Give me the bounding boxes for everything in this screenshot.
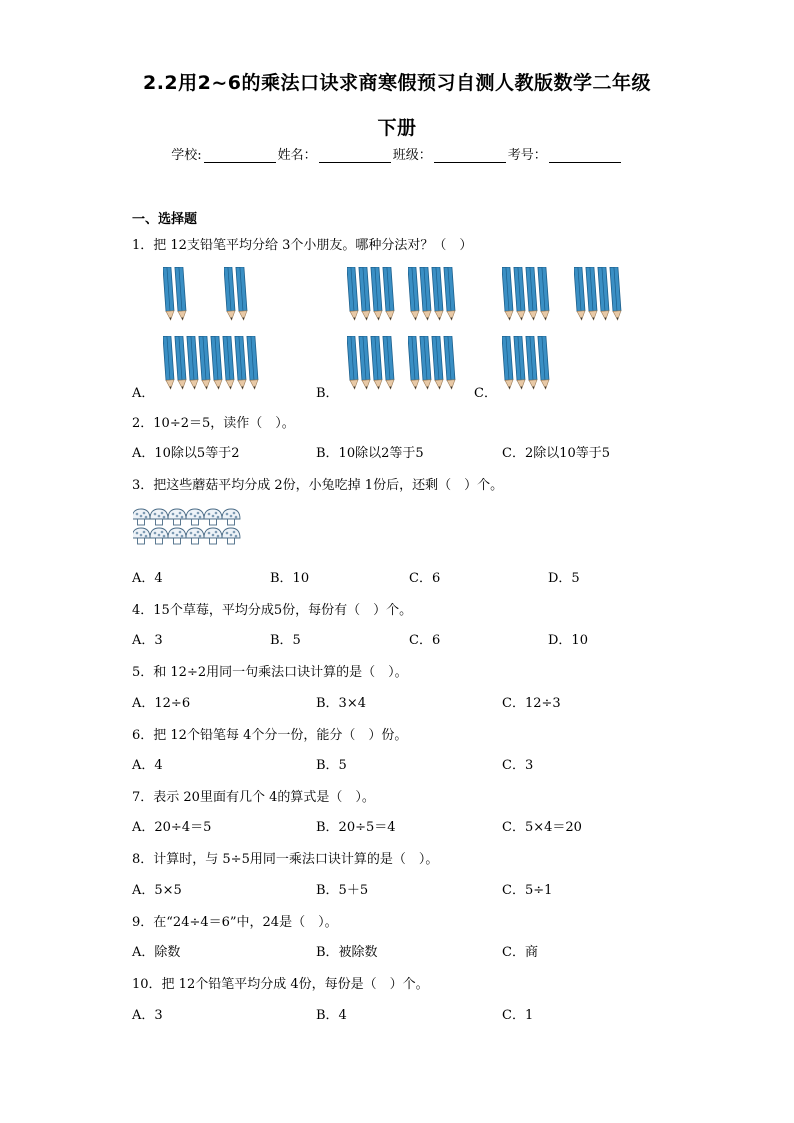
mushroom bbox=[222, 528, 240, 544]
pencil bbox=[502, 267, 514, 320]
pencil bbox=[371, 336, 383, 389]
q1-option-c[interactable]: C． bbox=[474, 386, 497, 401]
school-field bbox=[171, 144, 277, 163]
pencil bbox=[211, 336, 223, 389]
q7-option-c[interactable]: C．5×4＝20 bbox=[502, 820, 582, 835]
pencil bbox=[187, 336, 199, 389]
pencil bbox=[235, 336, 247, 389]
pencil bbox=[444, 336, 456, 389]
question-stem-7: 7．表示 20里面有几个 4的算式是（ ）。 bbox=[132, 790, 375, 805]
q5-option-a[interactable]: A．12÷6 bbox=[132, 696, 191, 711]
pencil bbox=[502, 336, 514, 389]
name-blank[interactable] bbox=[319, 148, 391, 163]
mushroom bbox=[204, 509, 222, 525]
page-title-line1: 2.2用2~6的乘法口诀求商寒假预习自测人教版数学二年级 bbox=[142, 72, 652, 94]
pencil bbox=[408, 267, 420, 320]
q2-option-b[interactable]: B．10除以2等于5 bbox=[316, 446, 424, 461]
q6-option-b[interactable]: B．5 bbox=[316, 758, 347, 773]
pencil-group-b-2 bbox=[408, 267, 462, 327]
q3-option-a[interactable]: A．4 bbox=[132, 571, 163, 586]
mushroom bbox=[150, 509, 168, 525]
q4-option-b[interactable]: B．5 bbox=[270, 633, 301, 648]
question-stem-2: 2．10÷2＝5，读作（ ）。 bbox=[132, 416, 295, 431]
pencil bbox=[359, 267, 371, 320]
pencil bbox=[163, 336, 175, 389]
pencil bbox=[383, 267, 395, 320]
pencil bbox=[420, 336, 432, 389]
q4-option-d[interactable]: D．10 bbox=[548, 633, 588, 648]
question-stem-3: 3．把这些蘑菇平均分成 2份，小兔吃掉 1份后，还剩（ ）个。 bbox=[132, 478, 504, 493]
class-field bbox=[393, 144, 508, 163]
pencil-group-b-4 bbox=[408, 336, 462, 396]
q9-option-a[interactable]: A．除数 bbox=[132, 945, 181, 960]
mushroom bbox=[168, 528, 186, 544]
question-stem-10: 10．把 12个铅笔平均分成 4份，每份是（ ）个。 bbox=[132, 977, 429, 992]
page-title-line2: 下册 bbox=[377, 117, 417, 139]
pencil bbox=[514, 336, 526, 389]
q1-option-b[interactable]: B． bbox=[316, 386, 339, 401]
q1-option-a[interactable]: A． bbox=[132, 386, 155, 401]
class-blank[interactable] bbox=[434, 148, 506, 163]
pencil bbox=[432, 267, 444, 320]
q9-option-c[interactable]: C．商 bbox=[502, 945, 538, 960]
pencil bbox=[526, 267, 538, 320]
mushroom bbox=[150, 528, 168, 544]
q8-option-b[interactable]: B．5＋5 bbox=[316, 883, 369, 898]
pencil-group-c-3 bbox=[502, 336, 556, 396]
school-blank[interactable] bbox=[204, 148, 276, 163]
pencil bbox=[526, 336, 538, 389]
pencil bbox=[574, 267, 586, 320]
q3-option-c[interactable]: C．6 bbox=[409, 571, 441, 586]
pencil bbox=[224, 267, 236, 320]
q3-option-d[interactable]: D．5 bbox=[548, 571, 580, 586]
q10-option-b[interactable]: B．4 bbox=[316, 1008, 347, 1023]
q3-option-b[interactable]: B．10 bbox=[270, 571, 310, 586]
pencil bbox=[586, 267, 598, 320]
question-stem-4: 4．15个草莓，平均分成5份，每份有（ ）个。 bbox=[132, 603, 413, 618]
mushroom bbox=[204, 528, 222, 544]
pencil-group-a-bottom bbox=[163, 336, 265, 396]
pencil bbox=[432, 336, 444, 389]
exam-no-field bbox=[508, 144, 623, 163]
class-label: 班级： bbox=[392, 148, 432, 163]
pencil bbox=[347, 336, 359, 389]
pencil bbox=[420, 267, 432, 320]
pencil bbox=[247, 336, 259, 389]
mushroom bbox=[222, 509, 240, 525]
pencil bbox=[598, 267, 610, 320]
student-info-row bbox=[0, 144, 794, 163]
q4-option-c[interactable]: C．6 bbox=[409, 633, 441, 648]
pencil bbox=[408, 336, 420, 389]
q6-option-c[interactable]: C．3 bbox=[502, 758, 534, 773]
pencil bbox=[383, 336, 395, 389]
pencil-group-c-1 bbox=[502, 267, 556, 327]
q10-option-a[interactable]: A．3 bbox=[132, 1008, 163, 1023]
pencil bbox=[223, 336, 235, 389]
name-field bbox=[278, 144, 393, 163]
q5-option-c[interactable]: C．12÷3 bbox=[502, 696, 561, 711]
mushroom bbox=[186, 528, 204, 544]
pencil bbox=[175, 267, 187, 320]
q6-option-a[interactable]: A．4 bbox=[132, 758, 163, 773]
question-stem-9: 9．在“24÷4＝6”中，24是（ ）。 bbox=[132, 915, 338, 930]
pencil bbox=[444, 267, 456, 320]
question-stem-5: 5．和 12÷2用同一句乘法口诀计算的是（ ）。 bbox=[132, 665, 408, 680]
pencil-group-b-1 bbox=[347, 267, 401, 327]
q8-option-c[interactable]: C．5÷1 bbox=[502, 883, 553, 898]
pencil bbox=[359, 336, 371, 389]
mushroom-image bbox=[133, 508, 245, 550]
mushroom bbox=[133, 509, 150, 525]
pencil bbox=[610, 267, 622, 320]
question-stem-6: 6．把 12个铅笔每 4个分一份，能分（ ）份。 bbox=[132, 728, 408, 743]
pencil bbox=[175, 336, 187, 389]
q2-option-a[interactable]: A．10除以5等于2 bbox=[132, 446, 240, 461]
pencil bbox=[371, 267, 383, 320]
pencil bbox=[538, 336, 550, 389]
q7-option-a[interactable]: A．20÷4＝5 bbox=[132, 820, 212, 835]
pencil bbox=[514, 267, 526, 320]
pencil-group-b-3 bbox=[347, 336, 401, 396]
pencil-group-a-top-right bbox=[224, 267, 254, 327]
q9-option-b[interactable]: B．被除数 bbox=[316, 945, 378, 960]
q8-option-a[interactable]: A．5×5 bbox=[132, 883, 182, 898]
exam-no-blank[interactable] bbox=[549, 148, 621, 163]
q10-option-c[interactable]: C．1 bbox=[502, 1008, 534, 1023]
pencil bbox=[538, 267, 550, 320]
pencil bbox=[347, 267, 359, 320]
mushroom bbox=[186, 509, 204, 525]
mushroom bbox=[168, 509, 186, 525]
mushroom bbox=[133, 528, 150, 544]
question-stem-1: 1．把 12支铅笔平均分给 3个小朋友。哪种分法对？（ ） bbox=[132, 238, 473, 253]
pencil bbox=[163, 267, 175, 320]
pencil-group-c-2 bbox=[574, 267, 628, 327]
question-stem-8: 8．计算时，与 5÷5用同一乘法口诀计算的是（ ）。 bbox=[132, 852, 439, 867]
q7-option-b[interactable]: B．20÷5＝4 bbox=[316, 820, 396, 835]
school-label: 学校: bbox=[171, 148, 202, 163]
section-title: 一、选择题 bbox=[132, 212, 198, 227]
pencil bbox=[236, 267, 248, 320]
name-label: 姓名： bbox=[277, 148, 317, 163]
q2-option-c[interactable]: C．2除以10等于5 bbox=[502, 446, 611, 461]
pencil-group-a-top-left bbox=[163, 267, 193, 327]
q5-option-b[interactable]: B．3×4 bbox=[316, 696, 366, 711]
exam-no-label: 考号： bbox=[507, 148, 547, 163]
pencil bbox=[199, 336, 211, 389]
q4-option-a[interactable]: A．3 bbox=[132, 633, 163, 648]
